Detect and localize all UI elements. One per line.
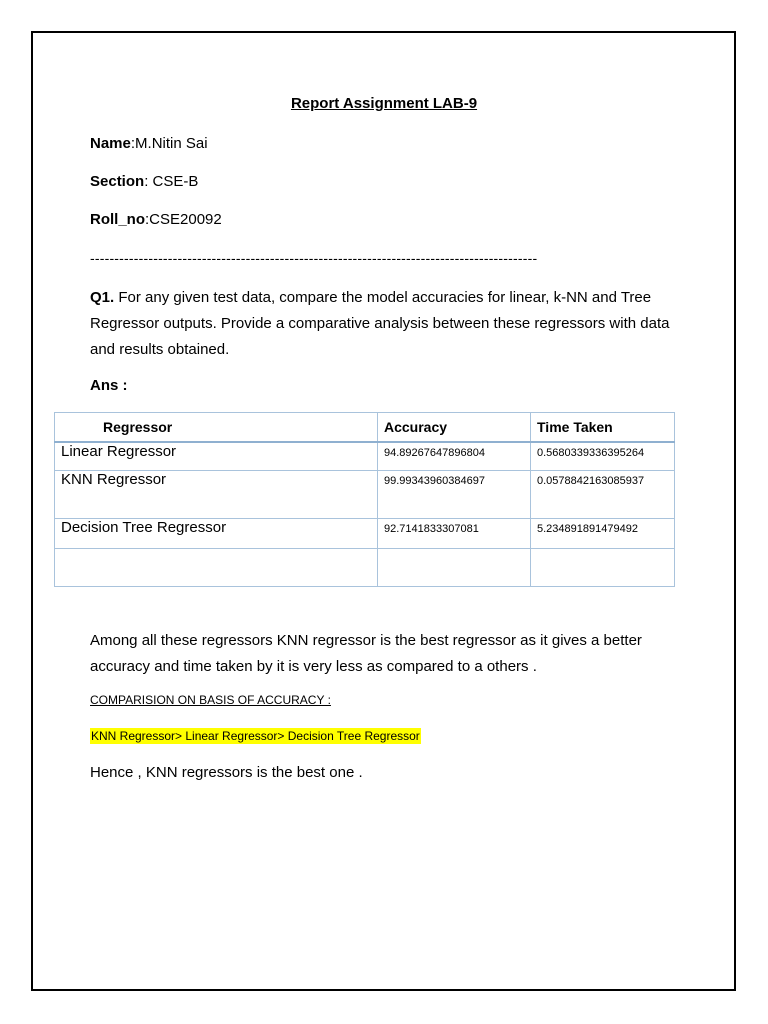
cell-accuracy (378, 548, 531, 586)
q1-text: For any given test data, compare the model accuracies for linear, k-NN and Tree Regressor outputs. Provide a comparative analysis between these regressors with data and results obtained. (90, 289, 670, 358)
section-value: : CSE-B (144, 173, 199, 190)
q1-label: Q1. (90, 289, 115, 306)
table-row (55, 518, 675, 548)
header-regressor: Regressor (55, 413, 378, 443)
cell-accuracy: 92.7141833307081 (378, 518, 531, 548)
report-title: Report Assignment LAB-9 (290, 95, 478, 112)
roll-label: Roll_no (90, 211, 145, 228)
comparison-label: COMPARISION ON BASIS OF ACCURACY : (90, 693, 331, 707)
cell-time: 0.5680339336395264 (531, 442, 675, 470)
cell-regressor (55, 548, 378, 586)
name-label: Name (90, 135, 131, 152)
header-accuracy: Accuracy (378, 413, 531, 443)
conclusion-text: Hence , KNN regressors is the best one . (90, 764, 363, 781)
name-value: :M.Nitin Sai (130, 135, 208, 152)
section-field (90, 173, 198, 190)
roll-field (90, 211, 222, 228)
cell-time (531, 548, 675, 586)
cell-regressor: Decision Tree Regressor (55, 518, 378, 548)
results-table (54, 412, 675, 587)
cell-accuracy: 94.89267647896804 (378, 442, 531, 470)
table-row (55, 442, 675, 470)
cell-accuracy: 99.99343960384697 (378, 470, 531, 518)
table-header-row (55, 413, 675, 443)
name-field (90, 135, 208, 152)
section-label: Section (90, 173, 145, 190)
table-row (55, 470, 675, 518)
roll-value: :CSE20092 (145, 211, 222, 228)
cell-time: 5.234891891479492 (531, 518, 675, 548)
cell-regressor: Linear Regressor (55, 442, 378, 470)
ranking-highlight: KNN Regressor> Linear Regressor> Decision Tree Regressor (91, 729, 420, 743)
question-1 (90, 285, 690, 363)
answer-label: Ans : (90, 377, 128, 394)
divider-line: -------------------------------------------------------------------------------------------- (90, 250, 538, 266)
table-row (55, 548, 675, 586)
header-time-taken: Time Taken (531, 413, 675, 443)
cell-time: 0.0578842163085937 (531, 470, 675, 518)
analysis-paragraph: Among all these regressors KNN regressor is the best regressor as it gives a better accuracy and time taken by it is very less as compared to a others . (90, 632, 642, 675)
cell-regressor: KNN Regressor (55, 470, 378, 518)
